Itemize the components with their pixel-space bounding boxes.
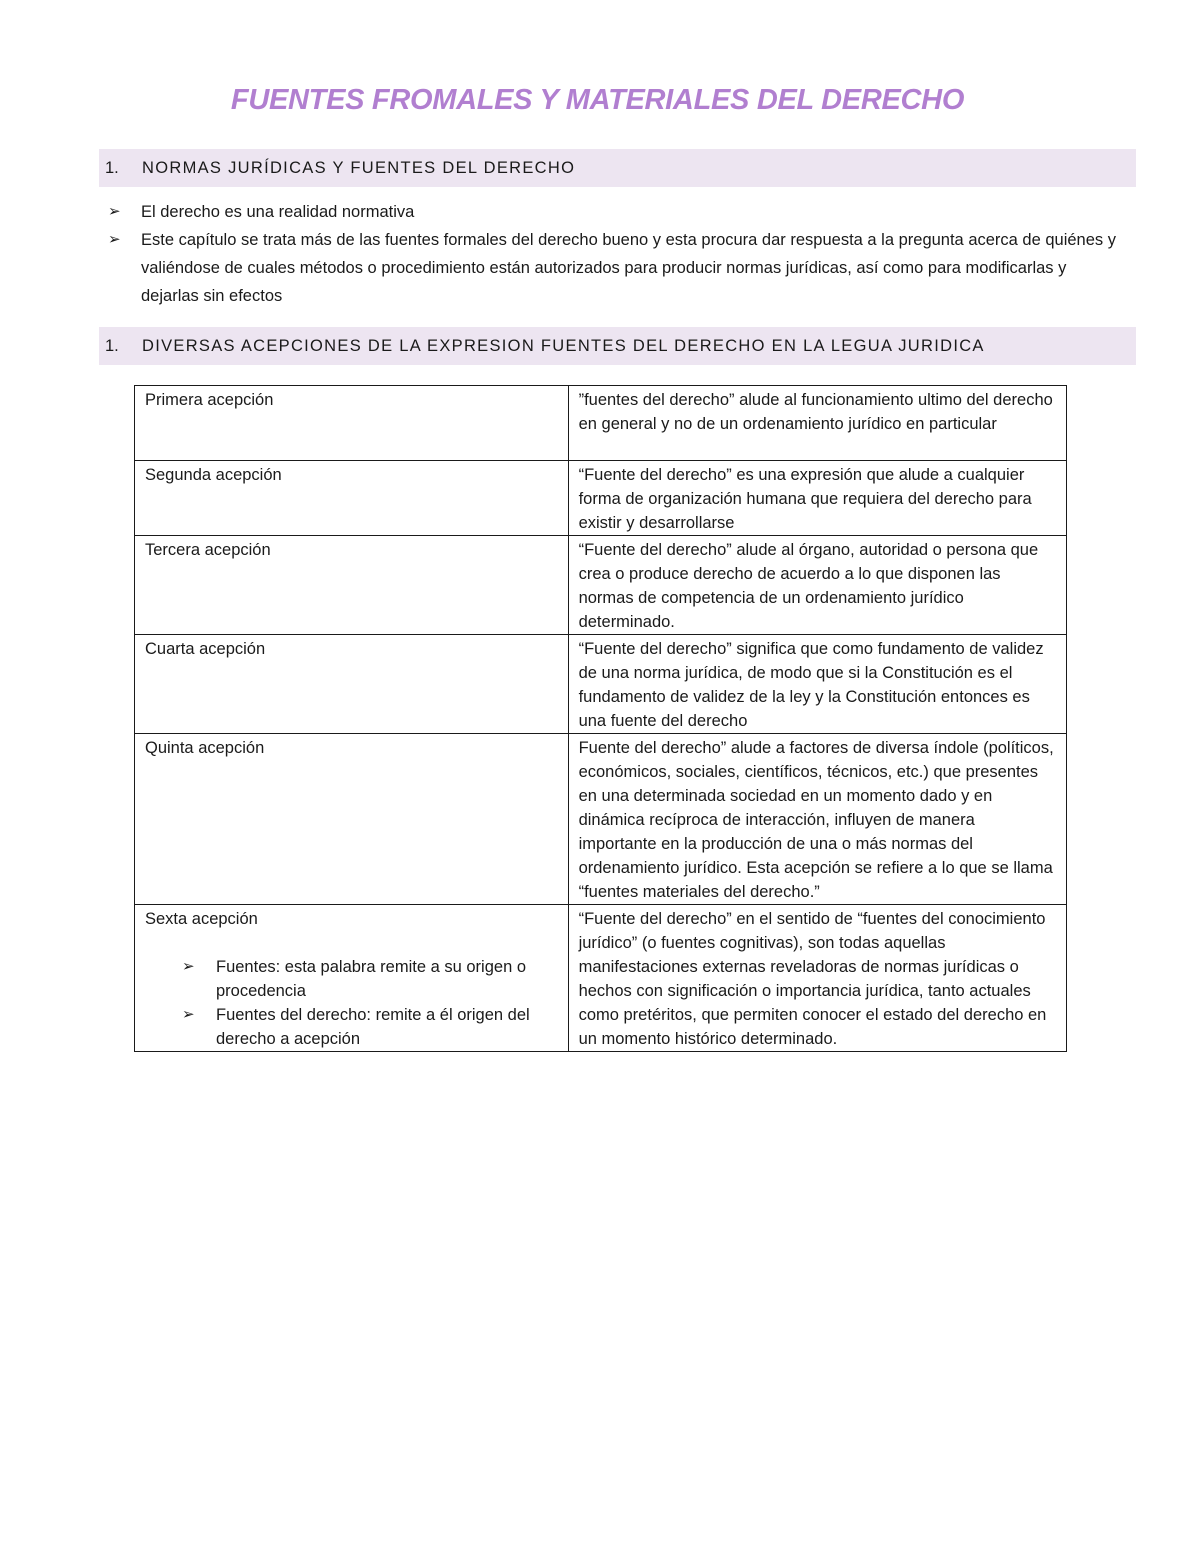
section-heading-acepciones <box>99 327 1136 365</box>
arrowhead-bullet-icon: ➢ <box>182 1006 195 1023</box>
row-description: “Fuente del derecho” alude al órgano, autoridad o persona que crea o produce derecho de acuerdo a lo que disponen las normas de competencia de un ordenamiento jurídico determinado. <box>568 536 1066 635</box>
row-label: Quinta acepción <box>135 734 569 905</box>
section-number: 1. <box>105 336 119 355</box>
section-heading-text: DIVERSAS ACEPCIONES DE LA EXPRESION FUENTES DEL DERECHO EN LA LEGUA JURIDICA <box>142 336 985 355</box>
list-item-text: Fuentes: esta palabra remite a su origen o procedencia <box>216 958 527 1000</box>
row-label-cell <box>135 905 569 1052</box>
list-item-text: Fuentes del derecho: remite a él origen del derecho a acepción <box>216 1006 530 1048</box>
table-row <box>135 905 1067 1052</box>
arrowhead-bullet-icon: ➢ <box>108 203 121 220</box>
section-heading-normas <box>99 149 1136 187</box>
document-title: FUENTES FROMALES Y MATERIALES DEL DERECHO <box>230 84 965 116</box>
table-row <box>135 734 1067 905</box>
list-item <box>108 198 1128 226</box>
table-row <box>135 461 1067 536</box>
section-heading-text: NORMAS JURÍDICAS Y FUENTES DEL DERECHO <box>142 158 576 177</box>
row-label: Primera acepción <box>135 386 569 461</box>
list-item-text: El derecho es una realidad normativa <box>141 203 415 221</box>
row-label: Segunda acepción <box>135 461 569 536</box>
row-description: “Fuente del derecho” significa que como fundamento de validez de una norma jurídica, de modo que si la Constitución es el fundamento de validez de la ley y la Constitución entonces es una fuente del derecho <box>568 635 1066 734</box>
row-description: “Fuente del derecho” en el sentido de “fuentes del conocimiento jurídico” (o fuentes cognitivas), son todas aquellas manifestaciones externas reveladoras de normas jurídicas o hechos con significación o importancia jurídica, tanto actuales como pretéritos, que permiten conocer el estado del derecho en un momento histórico determinado. <box>568 905 1066 1052</box>
row-description: “Fuente del derecho” es una expresión que alude a cualquier forma de organización humana que requiera del derecho para existir y desarrollarse <box>568 461 1066 536</box>
list-item <box>108 226 1128 310</box>
list-item <box>145 1003 559 1051</box>
table-row <box>135 536 1067 635</box>
section-number: 1. <box>105 158 119 177</box>
row-description: Fuente del derecho” alude a factores de diversa índole (políticos, económicos, sociales, científicos, técnicos, etc.) que presentes en una determinada sociedad en un momento dado y en dinámica recíproca de interacción, influyen de manera importante en la producción de una o más normas del ordenamiento jurídico. Esta acepción se refiere a lo que se llama “fuentes materiales del derecho.” <box>568 734 1066 905</box>
intro-bullet-list <box>108 198 1128 310</box>
list-item-text: Este capítulo se trata más de las fuentes formales del derecho bueno y esta procura dar respuesta a la pregunta acerca de quiénes y valiéndose de cuales métodos o procedimiento están autorizados para producir normas jurídicas, así como para modificarlas y dejarlas sin efectos <box>141 231 1116 305</box>
row-label: Sexta acepción <box>145 910 258 928</box>
arrowhead-bullet-icon: ➢ <box>182 958 195 975</box>
row-description: ”fuentes del derecho” alude al funcionamiento ultimo del derecho en general y no de un ordenamiento jurídico en particular <box>568 386 1066 461</box>
arrowhead-bullet-icon: ➢ <box>108 231 121 248</box>
list-item <box>145 955 559 1003</box>
table-row <box>135 386 1067 461</box>
row-label: Tercera acepción <box>135 536 569 635</box>
table-row <box>135 635 1067 734</box>
row-label: Cuarta acepción <box>135 635 569 734</box>
sexta-sub-bullets <box>145 955 559 1051</box>
acepciones-table <box>134 385 1067 1052</box>
